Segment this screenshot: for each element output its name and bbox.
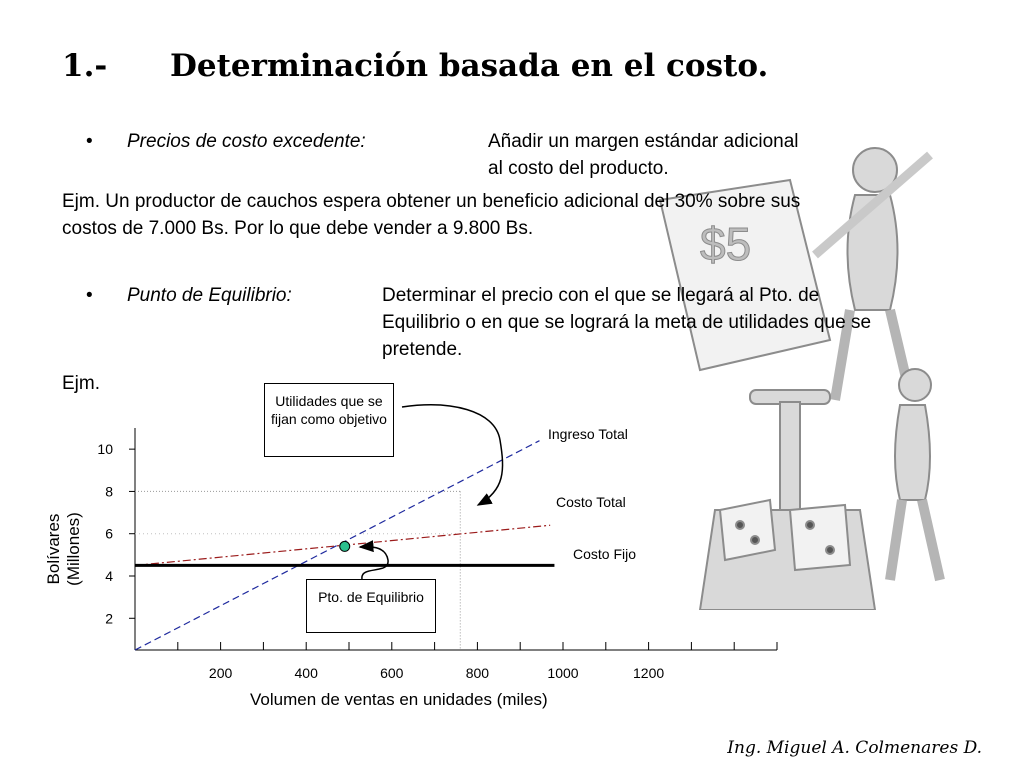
svg-text:$5: $5 [700, 218, 752, 270]
series-label-costo-fijo: Costo Fijo [573, 546, 637, 562]
x-axis-label: Volumen de ventas en unidades (miles) [250, 690, 548, 709]
y-tick-label: 10 [97, 441, 113, 458]
series-label-ingreso-total: Ingreso Total [548, 426, 628, 442]
x-tick-label: 1000 [547, 665, 579, 681]
callout-utilidades: Utilidades que se fijan como objetivo [264, 383, 394, 457]
arrow-equilibrio [360, 547, 388, 579]
bullet2-def-line2: Equilibrio o en que se logrará la meta de utilidades que se [382, 312, 872, 333]
bullet2-term: Punto de Equilibrio: [127, 285, 292, 306]
arrow-utilidades [402, 405, 503, 505]
y-tick-label: 4 [105, 568, 113, 584]
callout-equilibrio: Pto. de Equilibrio [306, 579, 436, 633]
y-axis-label-line2: (Millones) [64, 512, 83, 586]
bullet-marker: • [86, 131, 93, 152]
bullet1-def-line1: Añadir un margen estándar adicional [488, 131, 799, 152]
example1-line2: costos de 7.000 Bs. Por lo que debe vender a 9.800 Bs. [62, 218, 534, 239]
bullet1-term: Precios de costo excedente: [127, 131, 366, 152]
title-text: Determinación basada en el costo. [170, 48, 769, 84]
bullet1-def-line2: al costo del producto. [488, 158, 669, 179]
y-tick-label: 6 [105, 525, 113, 542]
bullet2-def-line1: Determinar el precio con el que se llegará al Pto. de [382, 285, 820, 306]
x-tick-label: 400 [294, 665, 318, 681]
x-tick-label: 1200 [633, 665, 665, 681]
author-signature: Ing. Miguel A. Colmenares D. [727, 738, 982, 758]
example2-label: Ejm. [62, 373, 100, 394]
x-tick-label: 600 [380, 665, 404, 681]
bullet-marker: • [86, 285, 93, 306]
x-tick-label: 800 [465, 665, 490, 681]
y-tick-label: 2 [105, 610, 113, 627]
example1-line1: Ejm. Un productor de cauchos espera obtener un beneficio adicional del 30% sobre sus [62, 191, 801, 212]
title-number: 1.- [62, 48, 108, 84]
y-tick-label: 8 [105, 483, 113, 500]
y-axis-label-line1: Bolívares [44, 513, 63, 585]
bullet2-def-line3: pretende. [382, 339, 463, 360]
x-tick-label: 200 [208, 665, 233, 681]
series-label-costo-total: Costo Total [556, 494, 626, 510]
